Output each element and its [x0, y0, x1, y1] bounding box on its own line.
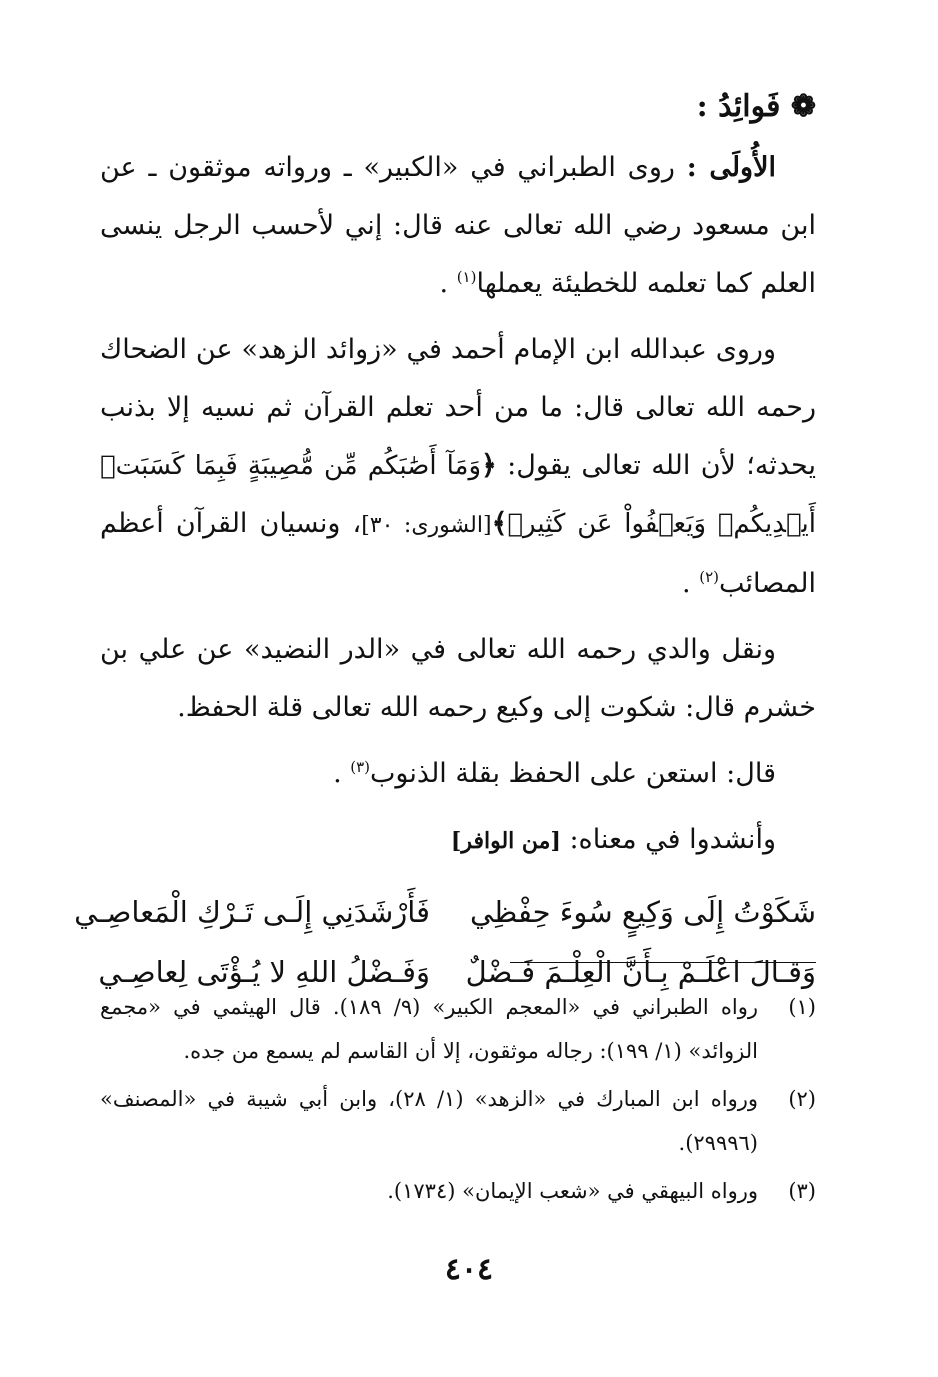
paragraph-5-text: وأنشدوا في معناه:: [560, 824, 776, 855]
section-heading: ❁ فَوائِدُ :: [696, 89, 816, 124]
poem-hemistich-first: شَكَوْتُ إِلَى وَكِيعٍ سُوءَ حِفْظِي: [469, 895, 816, 929]
poem-hemistich-first: وَقـالَ اعْلَـمْ بِـأَنَّ الْعِلْـمَ فَـضْلٌ: [465, 955, 816, 989]
paragraph-1-text: روى الطبراني في «الكبير» ـ ورواته موثقون ـ عن ابن مسعود رضي الله تعالى عنه قال: إني لأحسب الرجل ينسى العلم كما تعلمه للخطيئة يعملها: [100, 152, 816, 299]
footnote-ref-1[interactable]: (١): [456, 268, 477, 286]
paragraph-1-end: .: [439, 268, 457, 299]
paragraph-2-text: وروى عبدالله ابن الإمام أحمد في «زوائد الزهد» عن الضحاك رحمه الله تعالى قال: ما من أحد تعلم القرآن ثم نسيه إلا بذنب يحدثه؛ لأن الله تعالى يقول:: [100, 334, 816, 481]
paragraph-5: [100, 811, 816, 870]
footnotes: [100, 985, 816, 1217]
paragraph-3-text: ونقل والدي رحمه الله تعالى في «الدر النضيد» عن علي بن خشرم قال: شكوت إلى وكيع رحمه الله تعالى قلة الحفظ.: [100, 634, 816, 723]
main-text: [74, 85, 817, 1002]
paragraph-4-end: .: [333, 758, 351, 789]
paragraph-1: [100, 139, 816, 313]
poem: [74, 882, 816, 1002]
poem-verse: [74, 882, 816, 942]
footnote-divider: [510, 962, 816, 963]
footnote-text: ورواه البيهقي في «شعب الإيمان» (١٧٣٤).: [387, 1179, 758, 1203]
quran-verse: وَمَآ أَصَٰبَكُم مِّن مُّصِيبَةٍ فَبِمَا كَسَبَتۡ أَيۡدِيكُمۡ وَيَعۡفُواْ عَن كَثِيرٖ: [100, 451, 817, 539]
footnote-text: ورواه ابن المبارك في «الزهد» (١/ ٢٨)، وابن أبي شيبة في «المصنف» (٢٩٩٩٦).: [100, 1087, 758, 1155]
paragraph-2-tail: ، ونسيان القرآن أعظم المصائب: [100, 508, 816, 599]
footnote-number: (٣): [788, 1179, 816, 1203]
footnote: [100, 1169, 816, 1213]
footnote: [100, 985, 816, 1073]
quran-close-bracket: ﴾: [491, 508, 508, 539]
footnote: [100, 1077, 816, 1165]
footnote-ref-2[interactable]: (٢): [699, 568, 719, 586]
poem-hemistich-second: فَأَرْشَدَنِي إِلَـى تَـرْكِ الْمَعاصِـي: [74, 895, 430, 929]
poem-hemistich-second: وَفَـضْلُ اللهِ لا يُـؤْتَى لِعاصِـي: [98, 955, 430, 989]
footnote-text: رواه الطبراني في «المعجم الكبير» (٩/ ١٨٩). قال الهيثمي في «مجمع الزوائد» (١/ ١٩٩): رجاله موثقون، إلا أن القاسم لم يسمع من جده.: [100, 995, 758, 1063]
paragraph-2-end: .: [682, 568, 700, 599]
paragraph-4: [100, 745, 816, 803]
poem-meter: [من الوافر]: [450, 828, 561, 854]
quran-open-bracket: ﴿: [481, 450, 497, 481]
paragraph-1-lead: الأُولَى :: [686, 152, 776, 183]
page-number: ٤٠٤: [444, 1252, 494, 1287]
footnote-ref-3[interactable]: (٣): [350, 758, 371, 776]
quran-citation: [الشورى: ٣٠]: [361, 513, 492, 538]
footnote-number: (١): [788, 995, 816, 1019]
paragraph-2: [100, 321, 816, 613]
paragraph-3: [100, 621, 816, 737]
paragraph-4-text: قال: استعن على الحفظ بقلة الذنوب: [370, 758, 776, 789]
footnote-number: (٢): [788, 1087, 816, 1111]
